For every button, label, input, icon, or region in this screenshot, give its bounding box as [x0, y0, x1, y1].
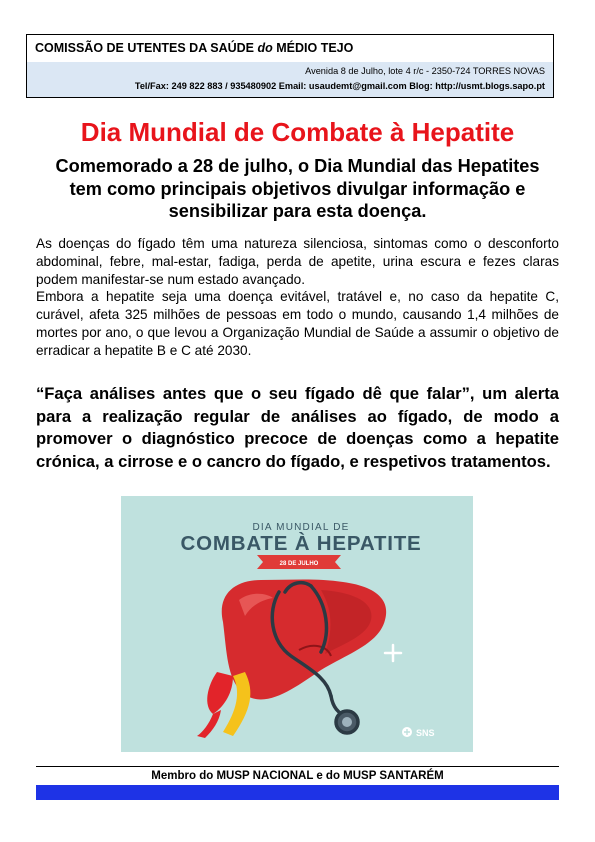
footer-divider — [36, 766, 559, 767]
footer-color-bar — [36, 785, 559, 800]
poster-line-2: COMBATE À HEPATITE — [180, 532, 422, 555]
poster-line-1: DIA MUNDIAL DE — [252, 522, 350, 533]
organization-name-region: MÉDIO TEJO — [276, 41, 354, 55]
article-title: Dia Mundial de Combate à Hepatite — [80, 117, 515, 147]
poster-date-banner: 28 DE JULHO — [279, 561, 319, 567]
organization-name-connector: do — [257, 41, 273, 55]
organization-name-main: COMISSÃO DE UTENTES DA SAÚDE — [35, 41, 255, 55]
article-callout: “Faça análises antes que o seu fígado dê que falar”, um alerta para a realização regular de análises ao fígado, de modo a promover o diagnóstico precoce de doenças como a hepatite crónica, a cirrose e o cancro do fígado, e respetivos tratamentos. — [36, 384, 559, 471]
organization-address: Avenida 8 de Julho, lote 4 r/c - 2350-724 TORRES NOVAS — [305, 66, 545, 76]
body-paragraph-statistics: Embora a hepatite seja uma doença evitável, tratável e, no caso da hepatite C, curável, afeta 325 milhões de pessoas em todo o mundo, causando 1,4 milhões de mortes por ano, o que levou a Organização Mundial de Saúde a assumir o objetivo de erradicar a hepatite B e C até 2030. — [36, 289, 559, 358]
organization-name — [35, 41, 353, 55]
footer-membership: Membro do MUSP NACIONAL e do MUSP SANTARÉM — [151, 770, 444, 782]
letterhead-title-band — [27, 35, 553, 63]
organization-contacts: Tel/Fax: 249 822 883 / 935480902 Email: usaudemt@gmail.com Blog: http://usmt.blogs.sapo.pt — [134, 81, 545, 91]
body-paragraph-symptoms: As doenças do fígado têm uma natureza silenciosa, sintomas como o desconforto abdominal, febre, mal-estar, fadiga, perda de apetite, urina escura e fezes claras podem manifestar-se num estado avançado. — [36, 236, 559, 287]
campaign-poster-image — [121, 496, 473, 752]
sns-logo-icon — [402, 727, 412, 737]
letterhead — [26, 34, 554, 98]
article-subtitle: Comemorado a 28 de julho, o Dia Mundial das Hepatites tem como principais objetivos divulgar informação e sensibilizar para esta doença. — [55, 156, 540, 221]
sns-logo-text: SNS — [416, 728, 435, 738]
article-body — [36, 235, 559, 360]
letterhead-contact-band — [27, 62, 553, 97]
